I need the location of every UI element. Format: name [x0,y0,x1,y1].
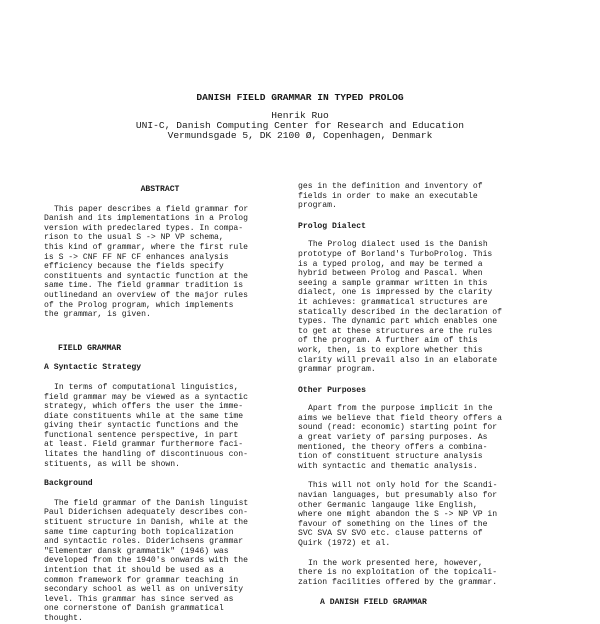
paragraph-line: functional sentence perspective, in part [44,430,239,440]
abstract-line: Danish and its implementations in a Prolog [44,214,248,224]
paragraph-line: seeing a sample grammar written in this [298,278,488,288]
paragraph-line: diate constituents while at the same time [44,411,244,421]
paragraph-line: stituents, as will be shown. [44,459,180,469]
paragraph-line: is a typed prolog, and may be termed a [298,259,483,269]
paragraph-line: mentioned, the theory offers a combina- [298,442,488,452]
paragraph-line: litates the handling of discontinuous con- [44,450,248,460]
paragraph-line: The Prolog dialect used is the Danish [308,240,488,250]
continued-paragraph [298,182,556,211]
paragraph-line: developed from the 1940's onwards with the [44,556,248,566]
abstract-heading: ABSTRACT [140,185,180,194]
abstract-line: outlinedand an overview of the major rules [44,290,248,300]
work-presented-body [298,559,556,588]
paragraph-line: common framework for grammar teaching in [44,575,239,585]
paragraph-line: field grammar may be viewed as a syntactic [44,392,248,402]
paragraph-line: dialect, one is impressed by the clarity [298,288,493,298]
other-purposes-body [298,404,556,471]
paragraph-line: same time capturing both topicalization [44,527,234,537]
paragraph-line: Apart from the purpose implicit in the [308,404,493,414]
paragraph-line: a great variety of parsing purposes. As [298,433,488,443]
paragraph-line: In terms of computational linguistics, [54,382,239,392]
syntactic-strategy-body [44,383,276,469]
paragraph-line: other Germanic langauge like English, [298,500,478,510]
paragraph-line: where one might abandon the S -> NP VP in [298,510,498,520]
abstract-line: This paper describes a field grammar for [54,204,249,214]
paragraph-line: sound (read: economic) starting point for [298,423,498,433]
paragraph-line: secondary school as well as on university [44,585,244,595]
paragraph-line: at least. Field grammar furthermore faci- [44,440,244,450]
syntactic-strategy-heading: A Syntactic Strategy [44,363,142,373]
paragraph-line: ges in the definition and inventory of [298,182,483,191]
paragraph-line: Quirk (1972) et al. [298,539,391,548]
paragraph-line: favour of something on the lines of the [298,519,488,529]
abstract-line: this kind of grammar, where the first rule [44,242,248,252]
paragraph-line: statically described in the declaration of [298,307,502,317]
paragraph-line: "Elementær dansk grammatik" (1946) was [44,546,229,556]
abstract-line: same time. The field grammar tradition is [44,281,244,291]
paragraph-line: Paul Diderichsen adequately describes con- [44,508,248,518]
prolog-dialect-heading: Prolog Dialect [298,221,366,231]
abstract-line: constituents and syntactic function at the [44,271,248,281]
background-heading: Background [44,479,93,489]
abstract-line: version with predeclared types. In compa- [44,223,244,233]
paragraph-line: aims we believe that field theory offers a [298,413,502,423]
abstract-line: efficiency because the fields specify [44,262,224,272]
paragraph-line: This will not only hold for the Scandi- [308,481,498,491]
scandinavian-body [298,481,556,548]
paragraph-line: there is no exploitation of the topicali- [298,568,498,578]
paragraph-line: it achieves: grammatical structures are [298,297,488,307]
paragraph-line: fields in order to make an executable [298,191,478,201]
paragraph-line: of the program. A further aim of this [298,336,478,346]
paragraph-line: giving their syntactic functions and the [44,421,239,431]
abstract-body [44,205,276,320]
paragraph-line: and syntactic roles. Diderichsens grammar [44,537,244,547]
paragraph-line: work, then, is to explore whether this [298,345,483,355]
paragraph-line: types. The dynamic part which enables one [298,317,498,327]
abstract-line: the grammar, is given. [44,310,151,320]
danish-field-grammar-heading: A DANISH FIELD GRAMMAR [320,598,427,608]
paragraph-line: In the work presented here, however, [308,558,483,568]
paragraph-line: program. [298,201,337,211]
paragraph-line: strategy, which offers the user the imme- [44,402,244,412]
prolog-dialect-body [298,240,556,374]
paragraph-line: stituent structure in Danish, while at the [44,518,248,528]
background-body [44,499,276,624]
paragraph-line: prototype of Borland's TurboProlog. This [298,249,493,259]
field-grammar-heading: FIELD GRAMMAR [58,343,122,353]
paragraph-line: grammar program. [298,365,376,375]
paragraph-line: clarity will prevail also in an elaborate [298,355,498,365]
paper-title: DANISH FIELD GRAMMAR IN TYPED PROLOG [196,92,404,103]
paragraph-line: hybrid between Prolog and Pascal. When [298,269,483,279]
paragraph-line: SVC SVA SV SVO etc. clause patterns of [298,529,483,539]
left-column [44,182,276,624]
abstract-line: is S -> CNF FF NF CF enhances analysis [44,252,229,262]
paragraph-line: zation facilities offered by the grammar. [298,577,498,587]
author-name: Henrik Ruo [271,110,329,121]
paragraph-line: intention that it should be used as a [44,566,224,575]
abstract-line: of the Prolog program, which implements [44,300,234,310]
paragraph-line: level. This grammar has since served as [44,594,234,604]
author-affiliation: UNI-C, Danish Computing Center for Research and Education [135,120,465,131]
abstract-line: rison to the usual S -> NP VP schema, [44,233,224,243]
paragraph-line: tion of constituent structure analysis [298,452,483,462]
author-address: Vermundsgade 5, DK 2100 Ø, Copenhagen, Denmark [167,130,433,141]
paragraph-line: to get at these structures are the rules [298,326,493,336]
paragraph-line: navian languages, but presumably also for [298,491,498,501]
other-purposes-heading: Other Purposes [298,385,366,395]
right-column [298,182,556,608]
paragraph-line: one cornerstone of Danish grammatical [44,604,224,614]
paragraph-line: The field grammar of the Danish linguist [54,498,249,508]
paragraph-line: with syntactic and thematic analysis. [298,461,478,471]
paragraph-line: thought. [44,613,83,623]
